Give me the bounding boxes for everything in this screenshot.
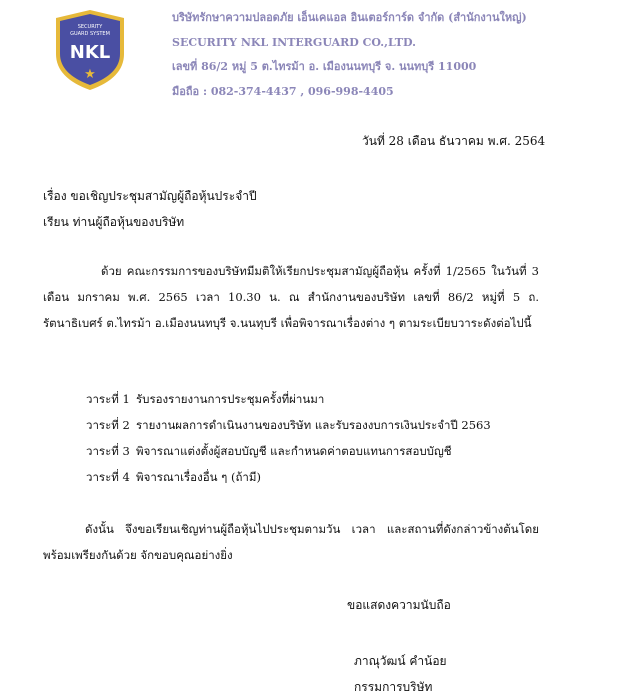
agenda-text: พิจารณาเรื่องอื่น ๆ (ถ้ามี) [136, 470, 261, 484]
company-phone: มือถือ : 082-374-4437 , 096-998-4405 [172, 84, 394, 98]
agenda-item [86, 464, 491, 490]
signature-block [354, 648, 447, 700]
logo-text-line2: GUARD SYSTEM [70, 31, 110, 37]
logo-text-line1: SECURITY [77, 24, 103, 30]
agenda-number: วาระที่ 2 [86, 418, 130, 432]
company-info [172, 6, 527, 104]
company-address: เลขที่ 86/2 หมู่ 5 ต.ไทรม้า อ. เมืองนนทบุรี จ. นนทบุรี 11000 [172, 60, 477, 73]
closing-salutation: ขอแสดงความนับถือ [347, 598, 451, 612]
body-paragraph-1: ด้วย คณะกรรมการของบริษัทมีมติให้เรียกประชุมสามัญผู้ถือหุ้น ครั้งที่ 1/2565 ในวันที่ 3 เดือน มกราคม พ.ศ. 2565 เวลา 10.30 น. ณ สำนักงานของบริษัท เลขที่ 86/2 หมู่ที่ 5 ถ. รัตนาธิเบศร์ ต.ไทรม้า อ.เมืองนนทบุรี จ.นนทุบรี เพื่อพิจารณาเรื่องต่าง ๆ ตามระเบียบวาระดังต่อไปนี้ [43, 264, 539, 330]
company-logo [52, 8, 128, 92]
letterhead [0, 0, 617, 110]
signer-name: ภาณุวัฒน์ คำน้อย [354, 654, 447, 668]
agenda-item [86, 386, 491, 412]
body-paragraph-2: ดังนั้น จึงขอเรียนเชิญท่านผู้ถือหุ้นไปประชุมตามวัน เวลา และสถานที่ดังกล่าวข้างต้นโดยพร้อมเพรียงกันด้วย จักขอบคุณอย่างยิ่ง [43, 522, 539, 562]
subject-block [43, 183, 257, 235]
agenda-item [86, 412, 491, 438]
letter-recipient: เรียน ท่านผู้ถือหุ้นของบริษัท [43, 215, 185, 229]
agenda-number: วาระที่ 1 [86, 392, 130, 406]
logo-star-icon: ★ [84, 67, 96, 82]
agenda-text: พิจารณาแต่งตั้งผู้สอบบัญชี และกำหนดค่าตอบแทนการสอบบัญชี [136, 444, 452, 458]
company-name-thai: บริษัทรักษาความปลอดภัย เอ็นเคแอล อินเตอร์การ์ด จำกัด (สำนักงานใหญ่) [172, 11, 527, 24]
agenda-item [86, 438, 491, 464]
agenda-text: รายงานผลการดำเนินงานของบริษัท และรับรองงบการเงินประจำปี 2563 [136, 418, 491, 432]
agenda-text: รับรองรายงานการประชุมครั้งที่ผ่านมา [136, 392, 325, 406]
letter-date: วันที่ 28 เดือน ธันวาคม พ.ศ. 2564 [362, 134, 546, 148]
agenda-number: วาระที่ 3 [86, 444, 130, 458]
letter-subject: เรื่อง ขอเชิญประชุมสามัญผู้ถือหุ้นประจำปี [43, 189, 257, 203]
agenda-number: วาระที่ 4 [86, 470, 130, 484]
signer-title: กรรมการบริษัท [354, 680, 433, 694]
agenda-list [86, 386, 491, 490]
company-name-english: SECURITY NKL INTERGUARD CO.,LTD. [172, 35, 416, 49]
logo-initials: NKL [69, 42, 111, 63]
